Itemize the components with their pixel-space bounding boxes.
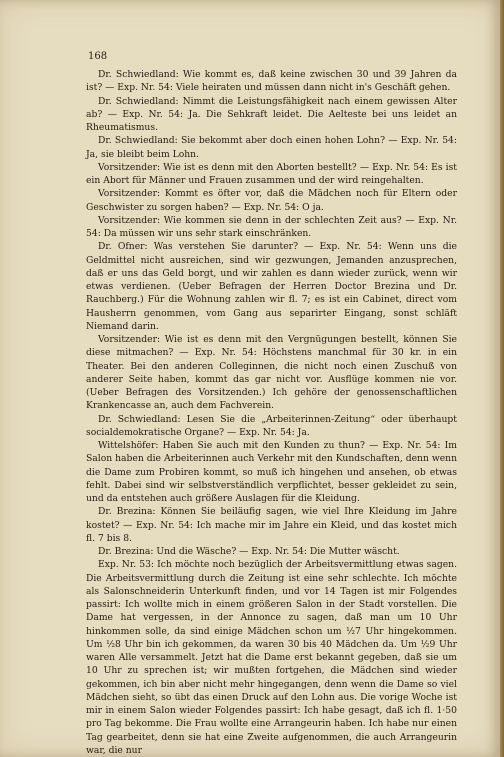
- paragraph: Dr. Schwiedland: Sie bekommt aber doch einen hohen Lohn? — Exp. Nr. 54: Ja, sie bleibt beim Lohn.: [86, 135, 457, 160]
- paragraph: Dr. Schwiedland: Wie kommt es, daß keine zwischen 30 und 39 Jahren da ist? — Exp. Nr. 54: Viele heiraten und müssen dann nicht in's Geschäft gehen.: [86, 69, 457, 94]
- paragraph: Exp. Nr. 53: Ich möchte noch bezüglich der Arbeitsvermittlung etwas sagen. Die Arbeitsvermittlung durch die Zeitung ist eine sehr schlechte. Ich möchte als Salonschneiderin Unterkunft finden, und vor 14 Tagen ist mir Folgendes passirt: Ich wollte mich in einem größeren Salon in der Stadt vorstellen. Die Dame hat vergessen, in der Annonce zu sagen, daß man um 10 Uhr hinkommen solle, da sind einige Mädchen schon um ½7 Uhr hingekommen. Um ½8 Uhr bin ich gekommen, da waren 30 bis 40 Mädchen da. Um ½9 Uhr waren Alle versammelt. Jetzt hat die Dame erst bekannt gegeben, daß sie um 10 Uhr zu sprechen ist; wir mußten fortgehen, die Mädchen sind wieder gekommen, ich bin aber nicht mehr hingegangen, denn wenn die Dame so viel Mädchen sieht, so übt das einen Druck auf den Lohn aus. Die vorige Woche ist mir in einem Salon wieder Folgendes passirt: Ich habe gesagt, daß ich fl. 1·50 pro Tag bekomme. Die Frau wollte eine Arrangeurin haben. Ich habe nur einen Tag gearbeitet, denn sie hat eine Zweite aufgenommen, die auch Arrangeurin war, die nur: [86, 559, 457, 756]
- paragraph: Vorsitzender: Wie ist es denn mit den Aborten bestellt? — Exp. Nr. 54: Es ist ein Abort für Männer und Frauen zusammen und der wird reingehalten.: [86, 161, 457, 186]
- paragraph: Dr. Brezina: Können Sie beiläufig sagen, wie viel Ihre Kleidung im Jahre kostet? — Exp. Nr. 54: Ich mache mir im Jahre ein Kleid, und das kostet mich fl. 7 bis 8.: [86, 506, 457, 544]
- paragraph: Dr. Schwiedland: Nimmt die Leistungsfähigkeit nach einem gewissen Alter ab? — Exp. Nr. 54: Ja. Die Sehkraft leidet. Die Aelteste bei uns leidet an Rheumatismus.: [86, 95, 457, 133]
- paragraph: Dr. Schwiedland: Lesen Sie die „Arbeiterinnen-Zeitung“ oder überhaupt socialdemokratische Organe? — Exp. Nr. 54: Ja.: [86, 413, 457, 438]
- paragraph: Dr. Ofner: Was verstehen Sie darunter? — Exp. Nr. 54: Wenn uns die Geldmittel nicht ausreichen, sind wir gezwungen, Jemanden anzusprechen, daß er uns das Geld borgt, und wir zahlen es dann wieder zurück, wenn wir etwas verdienen. (Ueber Befragen der Herren Doctor Brezina und Dr. Rauchberg.) Für die Wohnung zahlen wir fl. 7; es ist ein Cabinet, direct vom Hausherrn genommen, vom Gang aus separirter Eingang, sonst schläft Niemand darin.: [86, 241, 457, 332]
- page-number: 168: [88, 51, 108, 62]
- paragraph: Vorsitzender: Wie ist es denn mit den Vergnügungen bestellt, können Sie diese mitmachen? — Exp. Nr. 54: Höchstens manchmal für 30 kr. in ein Theater. Bei den anderen Colleginnen, die nicht noch einen Zuschuß von anderer Seite haben, kommt das gar nicht vor. Ausflüge kommen nie vor. (Ueber Befragen des Vorsitzenden.) Ich gehöre der genossenschaftlichen Krankencasse an, auch dem Fachverein.: [86, 334, 457, 412]
- page-edge: [500, 0, 504, 757]
- paragraph: Vorsitzender: Wie kommen sie denn in der schlechten Zeit aus? — Exp. Nr. 54: Da müssen wir uns sehr stark einschränken.: [86, 214, 457, 239]
- paragraph: Dr. Brezina: Und die Wäsche? — Exp. Nr. 54: Die Mutter wäscht.: [98, 546, 400, 557]
- paragraph: Wittelshöfer: Haben Sie auch mit den Kunden zu thun? — Exp. Nr. 54: Im Salon haben die Arbeiterinnen auch Verkehr mit den Kundschaften, denn wenn die Dame zum Probiren kommt, so muß ich hingehen und ansehen, ob etwas fehlt. Dabei sind wir selbstverständlich verpflichtet, besser gekleidet zu sein, und da entstehen auch größere Auslagen für die Kleidung.: [86, 440, 457, 504]
- page-text: [86, 68, 457, 757]
- paragraph: Vorsitzender: Kommt es öfter vor, daß die Mädchen noch für Eltern oder Geschwister zu sorgen haben? — Exp. Nr. 54: O ja.: [86, 188, 457, 213]
